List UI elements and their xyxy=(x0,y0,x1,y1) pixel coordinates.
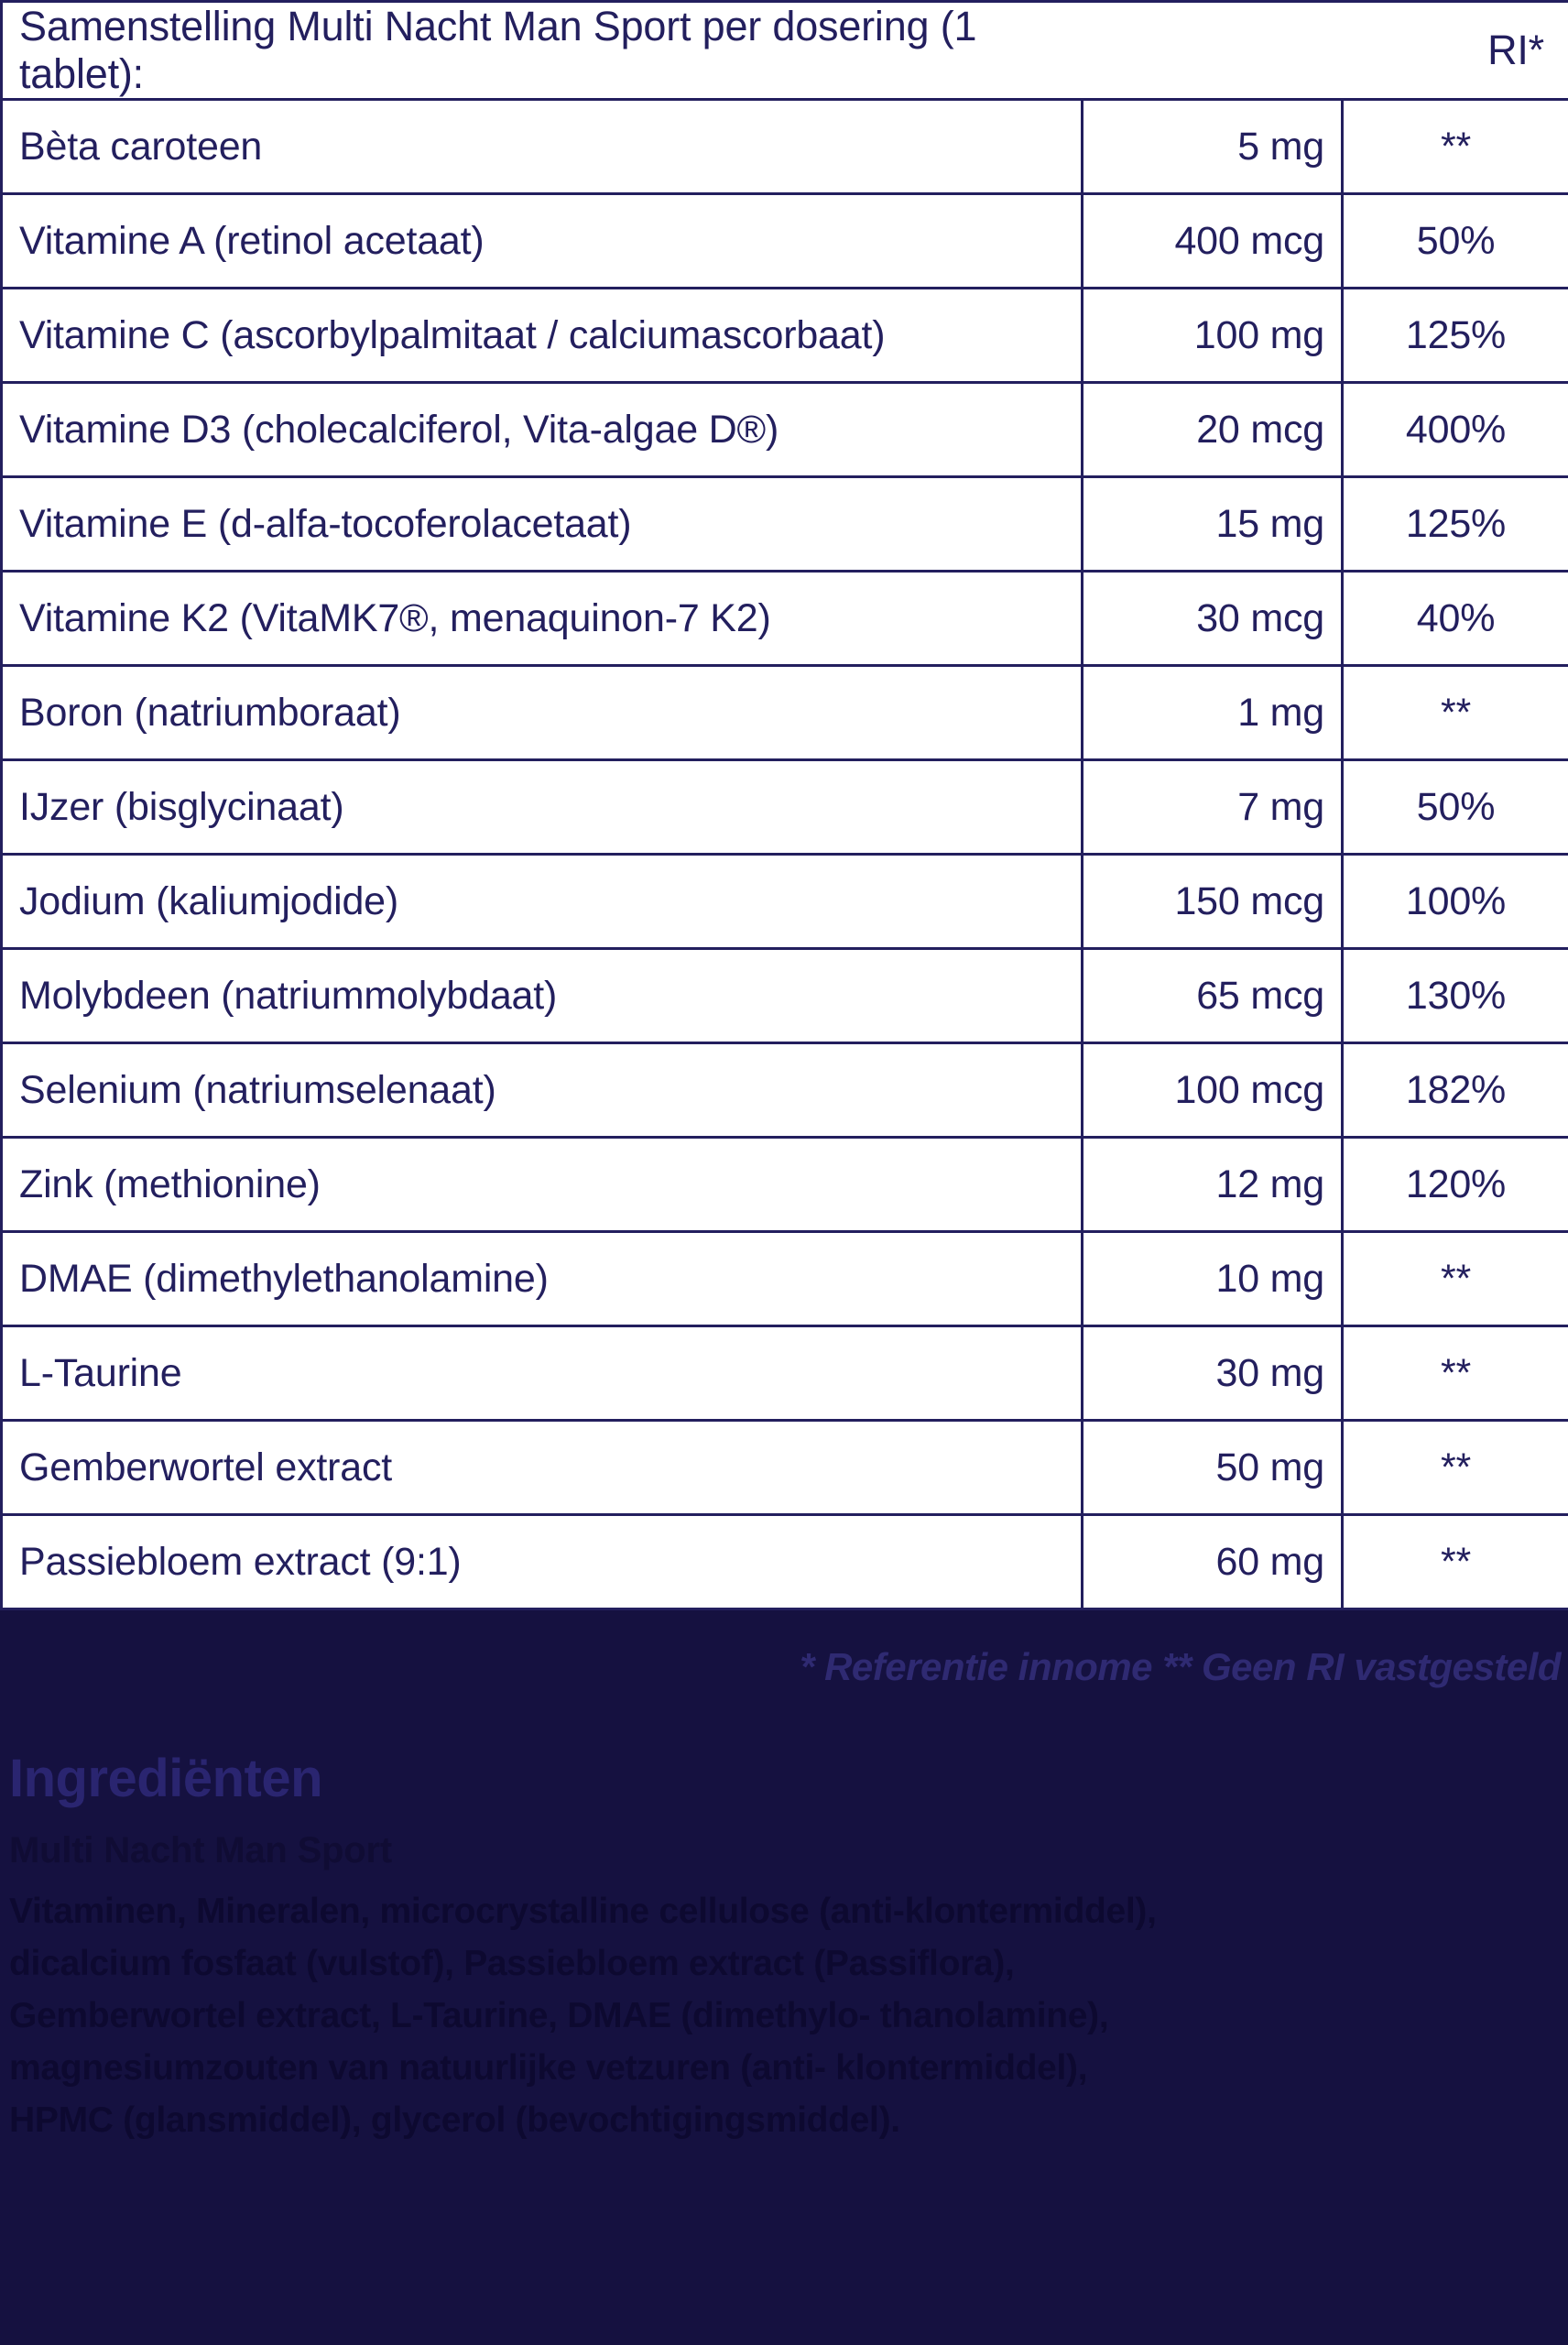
ingredients-line: magnesiumzouten van natuurlijke vetzuren (anti- klontermiddel), xyxy=(9,2048,1088,2088)
nutrient-amount: 30 mcg xyxy=(1083,572,1343,666)
ingredients-line: dicalcium fosfaat (vulstof), Passiebloem extract (Passiflora), xyxy=(9,1944,1015,1983)
nutrient-ri: 130% xyxy=(1343,949,1568,1043)
nutrient-amount: 400 mcg xyxy=(1083,194,1343,289)
nutrient-amount: 20 mcg xyxy=(1083,383,1343,477)
nutrient-name: Gemberwortel extract xyxy=(2,1421,1083,1515)
nutrient-amount: 30 mg xyxy=(1083,1326,1343,1421)
table-row xyxy=(2,1326,1568,1421)
table-header-ri: RI* xyxy=(1343,2,1568,100)
table-row xyxy=(2,1232,1568,1326)
nutrient-name: Vitamine K2 (VitaMK7®, menaquinon-7 K2) xyxy=(2,572,1083,666)
table-row xyxy=(2,760,1568,855)
nutrient-name: Vitamine D3 (cholecalciferol, Vita-algae D®) xyxy=(2,383,1083,477)
nutrient-name: Zink (methionine) xyxy=(2,1138,1083,1232)
nutrient-ri: ** xyxy=(1343,1421,1568,1515)
nutrient-ri: 125% xyxy=(1343,477,1568,572)
nutrient-ri: ** xyxy=(1343,1232,1568,1326)
ingredients-text xyxy=(9,1885,1530,2146)
table-row xyxy=(2,289,1568,383)
nutrient-amount: 1 mg xyxy=(1083,666,1343,760)
nutrient-name: Vitamine E (d-alfa-tocoferolacetaat) xyxy=(2,477,1083,572)
table-header xyxy=(2,2,1568,100)
table-row xyxy=(2,949,1568,1043)
nutrient-amount: 100 mcg xyxy=(1083,1043,1343,1138)
nutrient-ri: ** xyxy=(1343,666,1568,760)
nutrient-ri: ** xyxy=(1343,1326,1568,1421)
table-row xyxy=(2,666,1568,760)
nutrient-amount: 7 mg xyxy=(1083,760,1343,855)
nutrient-name: Bèta caroteen xyxy=(2,100,1083,194)
table-row xyxy=(2,194,1568,289)
ingredients-line: Vitaminen, Mineralen, microcrystalline cellulose (anti-klontermiddel), xyxy=(9,1892,1157,1931)
nutrient-name: Selenium (natriumselenaat) xyxy=(2,1043,1083,1138)
nutrient-name: Vitamine C (ascorbylpalmitaat / calciumascorbaat) xyxy=(2,289,1083,383)
ri-footnote: * Referentie innome ** Geen RI vastgesteld xyxy=(800,1645,1561,1688)
ingredients-subheading: Multi Nacht Man Sport xyxy=(9,1830,393,1871)
nutrient-amount: 60 mg xyxy=(1083,1515,1343,1609)
nutrient-ri: 182% xyxy=(1343,1043,1568,1138)
nutrient-amount: 10 mg xyxy=(1083,1232,1343,1326)
table-row xyxy=(2,477,1568,572)
nutrient-amount: 100 mg xyxy=(1083,289,1343,383)
ingredients-heading: Ingrediënten xyxy=(9,1749,323,1808)
nutrient-name: Passiebloem extract (9:1) xyxy=(2,1515,1083,1609)
nutrient-name: Jodium (kaliumjodide) xyxy=(2,855,1083,949)
nutrient-name: Vitamine A (retinol acetaat) xyxy=(2,194,1083,289)
nutrient-ri: ** xyxy=(1343,1515,1568,1609)
nutrient-amount: 5 mg xyxy=(1083,100,1343,194)
nutrient-ri: 125% xyxy=(1343,289,1568,383)
table-title: Samenstelling Multi Nacht Man Sport per dosering (1 tablet): xyxy=(2,2,1083,100)
nutrient-amount: 15 mg xyxy=(1083,477,1343,572)
nutrient-ri: 40% xyxy=(1343,572,1568,666)
table-row xyxy=(2,1515,1568,1609)
nutrient-ri: ** xyxy=(1343,100,1568,194)
nutrient-name: IJzer (bisglycinaat) xyxy=(2,760,1083,855)
nutrient-name: L-Taurine xyxy=(2,1326,1083,1421)
table-row xyxy=(2,383,1568,477)
table-row xyxy=(2,1421,1568,1515)
nutrient-amount: 12 mg xyxy=(1083,1138,1343,1232)
nutrient-ri: 120% xyxy=(1343,1138,1568,1232)
nutrient-ri: 50% xyxy=(1343,760,1568,855)
table-header-spacer xyxy=(1083,2,1343,100)
nutrient-ri: 400% xyxy=(1343,383,1568,477)
ingredients-line: Gemberwortel extract, L-Taurine, DMAE (dimethylo- thanolamine), xyxy=(9,1996,1109,2035)
ingredients-line: HPMC (glansmiddel), glycerol (bevochtigingsmiddel). xyxy=(9,2100,900,2140)
nutrient-ri: 100% xyxy=(1343,855,1568,949)
nutrient-amount: 65 mcg xyxy=(1083,949,1343,1043)
table-row xyxy=(2,100,1568,194)
table-body xyxy=(2,100,1568,1609)
nutrient-amount: 50 mg xyxy=(1083,1421,1343,1515)
table-row xyxy=(2,1043,1568,1138)
footer-panel xyxy=(0,1610,1568,2345)
nutrient-ri: 50% xyxy=(1343,194,1568,289)
nutrient-name: Boron (natriumboraat) xyxy=(2,666,1083,760)
nutrient-name: DMAE (dimethylethanolamine) xyxy=(2,1232,1083,1326)
table-row xyxy=(2,572,1568,666)
table-header-row xyxy=(2,2,1568,100)
table-row xyxy=(2,1138,1568,1232)
table-row xyxy=(2,855,1568,949)
nutrient-amount: 150 mcg xyxy=(1083,855,1343,949)
nutrient-name: Molybdeen (natriummolybdaat) xyxy=(2,949,1083,1043)
